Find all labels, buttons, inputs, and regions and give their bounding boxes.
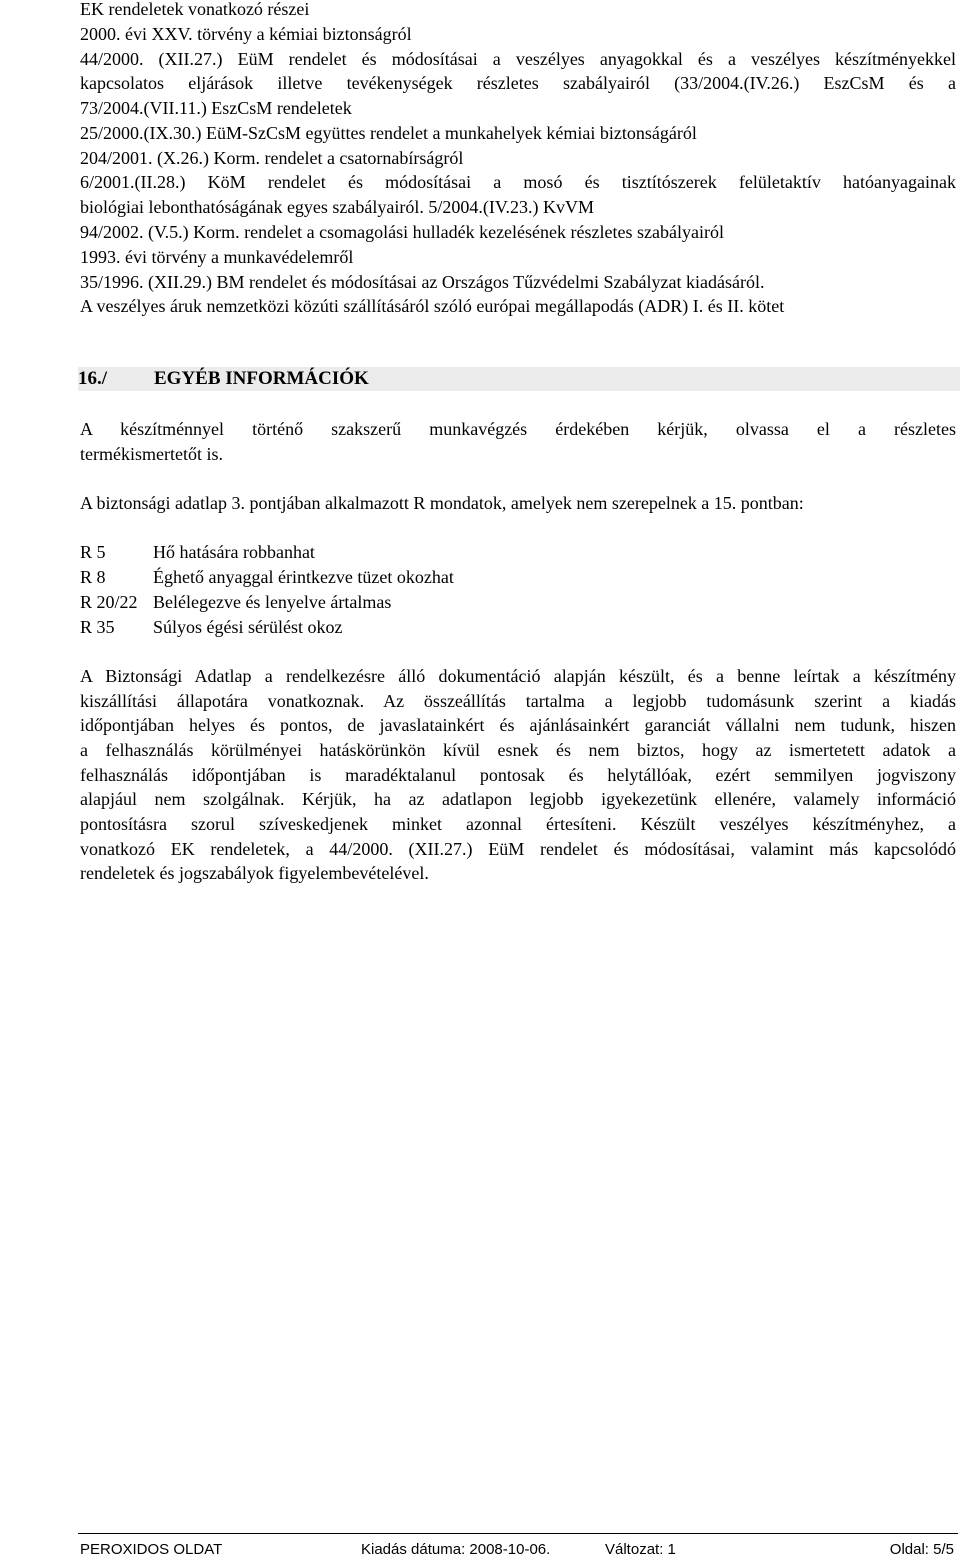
r-phrase-code: R 5	[80, 542, 106, 562]
r-phrase-text: Súlyos égési sérülést okoz	[153, 617, 343, 637]
regulation-item: kapcsolatos eljárások illetve tevékenységek részletes szabályairól (33/2004.(IV.26.) EszCsM és a	[80, 73, 956, 93]
paragraph-line: A készítménnyel történő szakszerű munkavégzés érdekében kérjük, olvassa el a részletes	[80, 419, 956, 439]
footer-page-number: Oldal: 5/5	[889, 1541, 954, 1558]
r-phrase-row	[80, 565, 454, 590]
r-phrase-code: R 35	[80, 617, 115, 637]
regulation-item: 35/1996. (XII.29.) BM rendelet és módosításai az Országos Tűzvédelmi Szabályzat kiadásáról.	[80, 272, 765, 292]
paragraph-line: időpontjában helyes és pontos, de javaslatainkért és ajánlásainkért garanciát vállalni nem tudunk, hiszen	[80, 715, 956, 735]
r-phrase-code: R 8	[80, 567, 106, 587]
paragraph-line: a felhasználás körülményei hatáskörünkön kívül esnek és nem biztos, hogy az ismertetett adatok a	[80, 740, 956, 760]
regulation-item: 1993. évi törvény a munkavédelemről	[80, 247, 354, 267]
paragraph-line: vonatkozó EK rendeletek, a 44/2000. (XII.27.) EüM rendelet és módosításai, valamint más kapcsolódó	[80, 839, 956, 859]
section-title-text: EGYÉB INFORMÁCIÓK	[154, 368, 369, 389]
section-number: 16./	[78, 368, 108, 389]
paragraph-line: A Biztonsági Adatlap a rendelkezésre álló dokumentáció alapján készült, és a benne leírtak a készítmény	[80, 666, 956, 686]
r-phrase-text: Belélegezve és lenyelve ártalmas	[153, 592, 392, 612]
paragraph-line: termékismertetőt is.	[80, 444, 223, 464]
r-phrase-row	[80, 540, 315, 565]
r-phrase-row	[80, 590, 391, 615]
paragraph-line: rendeletek és jogszabályok figyelembevételével.	[80, 863, 429, 883]
paragraph-line: kiszállítási állapotára vonatkoznak. Az összeállítás tartalma a legjobb tudomásunk szerint a kiadás	[80, 691, 956, 711]
regulation-item: A veszélyes áruk nemzetközi közúti szállításáról szóló európai megállapodás (ADR) I. és II. kötet	[80, 296, 785, 316]
footer-rule	[78, 1533, 958, 1534]
footer-product: PEROXIDOS OLDAT	[80, 1541, 223, 1558]
section-title	[78, 367, 369, 392]
paragraph-line: alapjául nem szolgálnak. Kérjük, ha az adatlapon legjobb igyekezetünk ellenére, valamely információ	[80, 789, 956, 809]
regulation-item: 6/2001.(II.28.) KöM rendelet és módosításai a mosó és tisztítószerek felületaktív hatóanyagainak	[80, 172, 956, 192]
footer-issue-date: Kiadás dátuma: 2008-10-06.	[361, 1541, 551, 1558]
r-phrase-text: Hő hatására robbanhat	[153, 542, 315, 562]
regulation-item: 94/2002. (V.5.) Korm. rendelet a csomagolási hulladék kezelésének részletes szabályairól	[80, 222, 724, 242]
r-phrase-row	[80, 615, 342, 640]
regulation-item: 25/2000.(IX.30.) EüM-SzCsM együttes rendelet a munkahelyek kémiai biztonságáról	[80, 123, 697, 143]
regulation-item: 2000. évi XXV. törvény a kémiai biztonságról	[80, 24, 412, 44]
paragraph-line: felhasználás időpontjában is maradéktalanul pontosak és helytállóak, ezért semmilyen jogviszony	[80, 765, 956, 785]
r-phrase-text: Éghető anyaggal érintkezve tüzet okozhat	[153, 567, 454, 587]
regulation-item: 44/2000. (XII.27.) EüM rendelet és módosításai a veszélyes anyagokkal és a veszélyes készítményekkel	[80, 49, 956, 69]
regulation-item: 204/2001. (X.26.) Korm. rendelet a csatornabírságról	[80, 148, 464, 168]
regulations-heading: EK rendeletek vonatkozó részei	[80, 0, 310, 19]
regulation-item: biológiai lebonthatóságának egyes szabályairól. 5/2004.(IV.23.) KvVM	[80, 197, 595, 217]
paragraph-line: pontosításra szorul szíveskedjenek minket azonnal értesíteni. Készült veszélyes készítményhez, a	[80, 814, 956, 834]
footer-version: Változat: 1	[605, 1541, 676, 1558]
paragraph-line: A biztonsági adatlap 3. pontjában alkalmazott R mondatok, amelyek nem szerepelnek a 15. pontban:	[80, 493, 804, 513]
r-phrase-code: R 20/22	[80, 592, 138, 612]
regulation-item: 73/2004.(VII.11.) EszCsM rendeletek	[80, 98, 352, 118]
